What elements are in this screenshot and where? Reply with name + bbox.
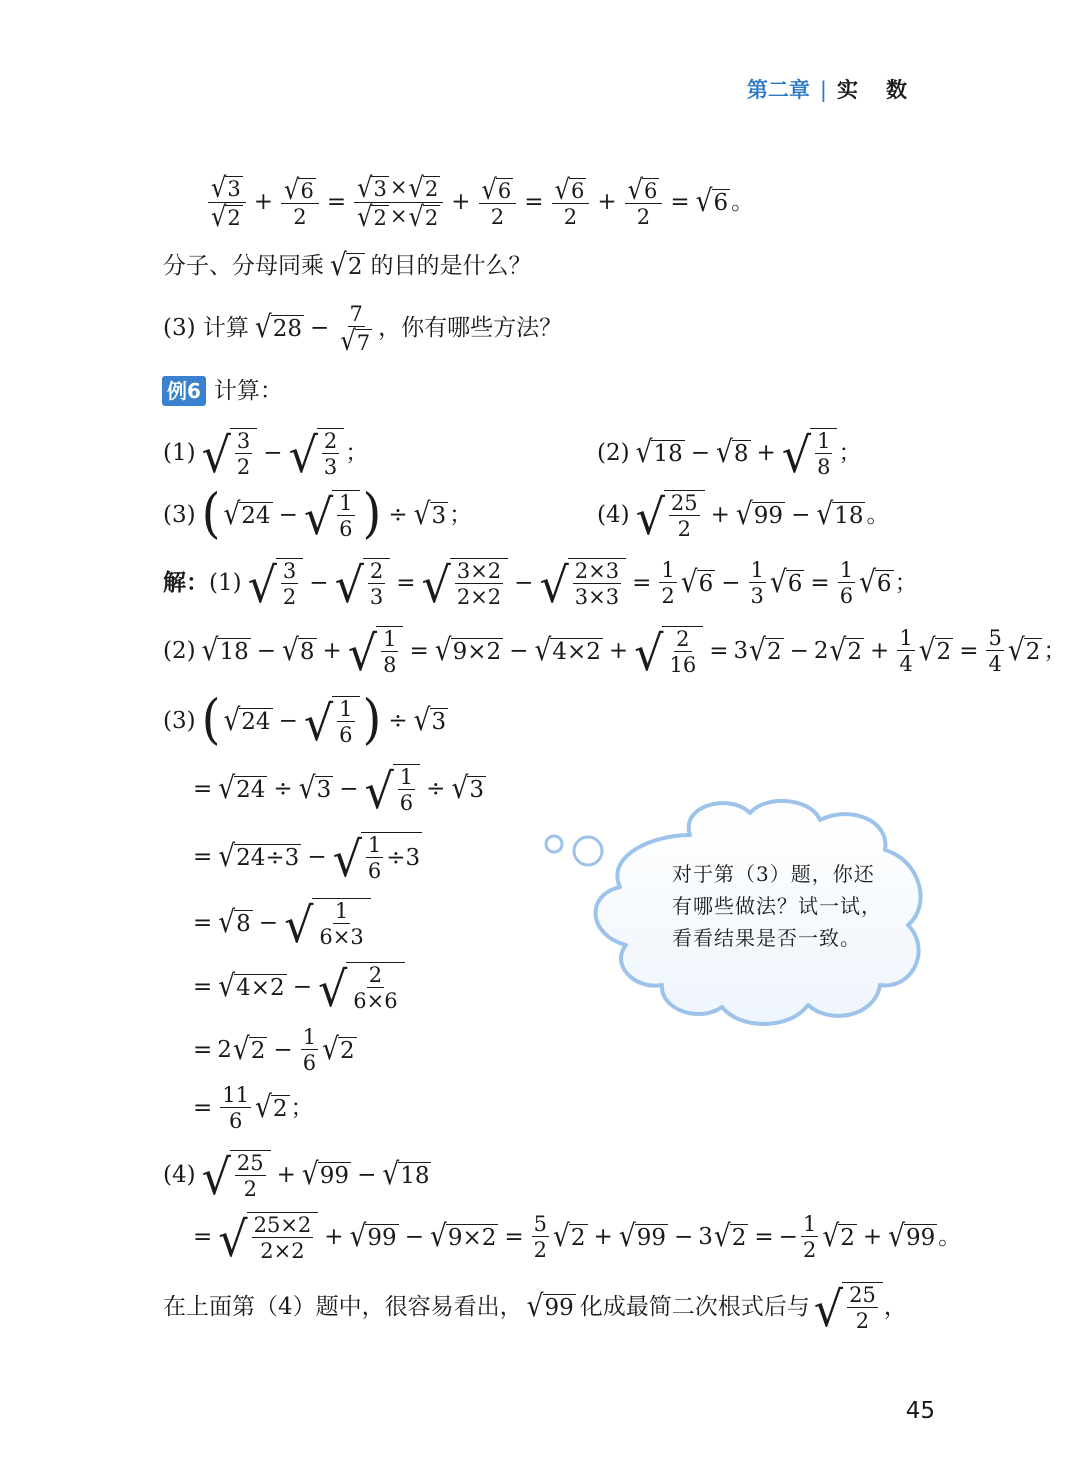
solution-3-head: (3) ( √ 24 − √ $\frac{1}{6}$ ) ÷ √ 3 xyxy=(163,689,447,752)
solution-3-step-6: = $\frac{11}{6}$ √ 2 ； xyxy=(193,1083,314,1134)
solution-4-head: (4) √ $\frac{25}{2}$ + √ 99 − √ 18 xyxy=(163,1148,430,1206)
header-divider: | xyxy=(819,78,827,102)
chapter-header xyxy=(747,74,935,104)
page-number: 45 xyxy=(905,1398,935,1424)
solution-2: (2) √ 18 − √ 8 + √ $\frac{1}{8}$ = √ 9×2 − √ 4×2 + √ $\frac{2}{16}$ = 3 √ 2 − 2 √ 2 + $\frac{1}{4}$ √ 2 = $\frac{5}{4}$ √ 2 ； xyxy=(163,624,1066,682)
equation-line-1: √ 3 √ 2 + √ 6 2 = √ 3 × √ 2 √ 2 × √ 2 + √ 6 2 = √ 6 2 + √ 6 2 = √ 6 。 xyxy=(205,176,754,229)
solution-3-step-3: = √ 8 − √ $\frac{1}{6\times 3}$ xyxy=(188,898,372,948)
problem-1: (1) √ $\frac{3}{2}$ − √ $\frac{2}{3}$ ； xyxy=(163,426,369,484)
question-3: (3) 计算 √ 28 − 7 √ 7 ，你有哪些方法？ xyxy=(163,302,563,358)
closing-paragraph: 在上面第（4）题中，很容易看出， √ 99 化成最简二次根式后与 √ $\frac{25}{2}$ ， xyxy=(163,1280,907,1338)
section-title: 实数 xyxy=(837,78,935,102)
example-badge: 例6 xyxy=(162,376,206,406)
solution-3-step-2: = √ 24÷3 − √ $\frac{1}{6}$ ÷3 xyxy=(193,830,421,888)
problem-4: (4) √ $\frac{25}{2}$ + √ 99 − √ 18 。 xyxy=(597,488,890,546)
solution-3-step-1: = √ 24 ÷ √ 3 − √ $\frac{1}{6}$ ÷ √ 3 xyxy=(193,762,484,820)
example-title: 计算： xyxy=(213,377,283,404)
solution-3-step-5: = 2 √ 2 − $\frac{1}{6}$ √ 2 xyxy=(193,1025,355,1076)
intro-question: 分子、分母同乘 √ 2 的目的是什么？ xyxy=(163,247,532,284)
problem-2: (2) √ 18 − √ 8 + √ $\frac{1}{8}$ ； xyxy=(597,426,862,484)
thought-bubble-medium xyxy=(574,837,602,865)
cloud-text: 对于第（3）题，你还有哪些做法？试一试，看看结果是否一致。 xyxy=(672,862,882,950)
chapter-title: 第二章 xyxy=(746,78,810,102)
thought-bubble-small xyxy=(546,836,562,852)
solution-1: 解： (1) √ $\frac{3}{2}$ − √ $\frac{2}{3}$ = √ $\frac{3\times 2}{2\times 2}$ − √ $\frac{2\times 3}{3\times 3}$ = $\frac{1}{2}$ √ 6 − $\frac{1}{3}$ √ 6 = $\frac{1}{6}$ √ 6 ； xyxy=(163,556,918,614)
problem-3: (3) ( √ 24 − √ $\frac{1}{6}$ ) ÷ √ 3 ； xyxy=(163,483,473,546)
example-heading xyxy=(162,376,283,406)
solution-4-step-1: = √ $\frac{25\times 2}{2\times 2}$ + √ 99 − √ 9×2 = $\frac{5}{2}$ √ 2 + √ 99 − 3 √ 2 = − $\frac{1}{2}$ √ 2 + √ 99 。 xyxy=(193,1210,962,1268)
solution-3-step-4: = √ 4×2 − √ $\frac{2}{6\times 6}$ xyxy=(188,962,406,1012)
